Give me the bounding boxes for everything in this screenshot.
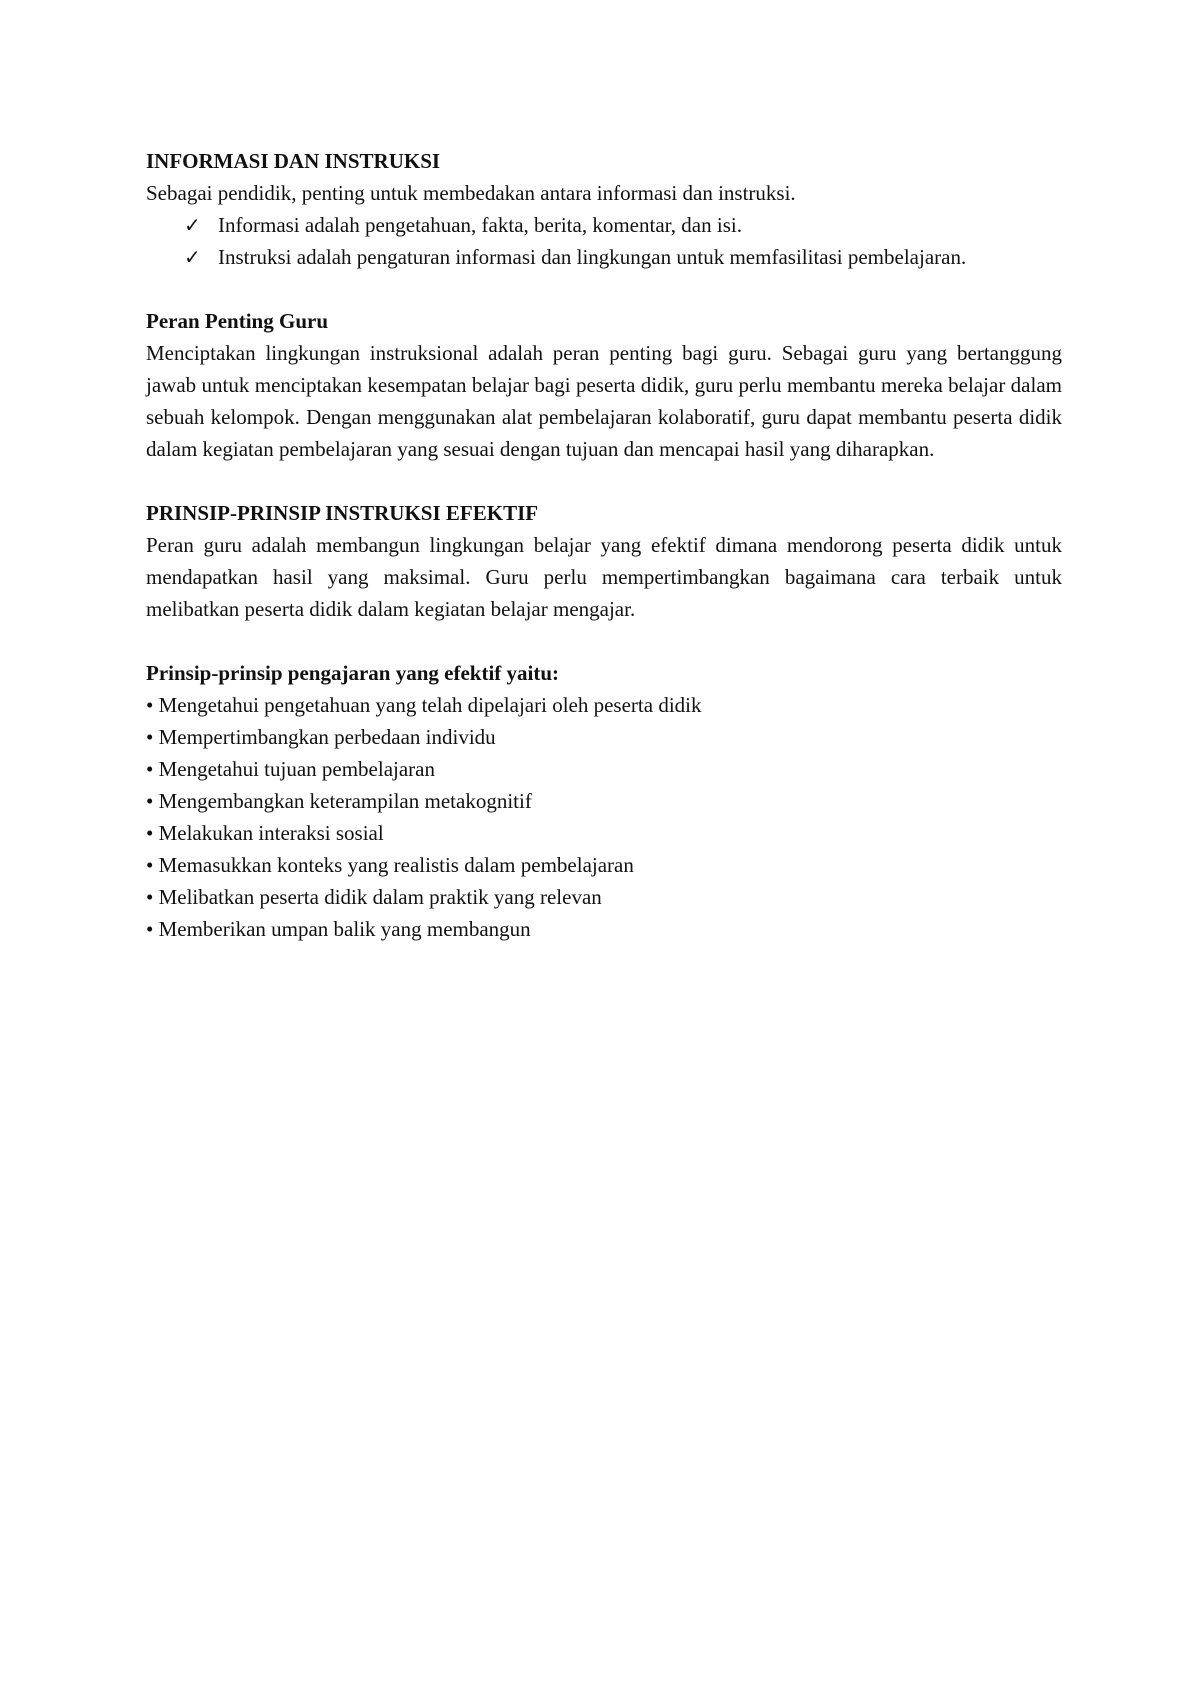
section-title-peran: Peran Penting Guru <box>146 309 328 333</box>
list-item: • Memberikan umpan balik yang membangun <box>146 917 531 941</box>
section-title-prinsip: PRINSIP-PRINSIP INSTRUKSI EFEKTIF <box>146 501 539 525</box>
checklist-item <box>146 209 1062 241</box>
checkmark-icon: ✓ <box>184 245 201 269</box>
spacer <box>146 273 1062 305</box>
document-page <box>146 145 1062 945</box>
checklist-item-text: Informasi adalah pengetahuan, fakta, berita, komentar, dan isi. <box>218 213 742 237</box>
spacer <box>146 625 1062 657</box>
list-item: • Melibatkan peserta didik dalam praktik yang relevan <box>146 885 602 909</box>
list-item: • Mengembangkan keterampilan metakognitif <box>146 789 532 813</box>
section-title-prinsip-pengajaran: Prinsip-prinsip pengajaran yang efektif yaitu: <box>146 661 560 685</box>
section-title-informasi: INFORMASI DAN INSTRUKSI <box>146 149 441 173</box>
section-body-prinsip: Peran guru adalah membangun lingkungan belajar yang efektif dimana mendorong peserta didik untuk mendapatkan hasil yang maksimal. Guru perlu mempertimbangkan bagaimana cara terbaik untuk melibatkan peserta didik dalam kegiatan belajar mengajar. <box>146 533 1062 621</box>
checklist <box>146 209 1062 273</box>
section-body-peran: Menciptakan lingkungan instruksional adalah peran penting bagi guru. Sebagai guru yang bertanggung jawab untuk menciptakan kesempatan belajar bagi peserta didik, guru perlu membantu mereka belajar dalam sebuah kelompok. Dengan menggunakan alat pembelajaran kolaboratif, guru dapat membantu peserta didik dalam kegiatan pembelajaran yang sesuai dengan tujuan dan mencapai hasil yang diharapkan. <box>146 341 1062 461</box>
list-item: • Mempertimbangkan perbedaan individu <box>146 725 496 749</box>
spacer <box>146 465 1062 497</box>
checklist-item-text: Instruksi adalah pengaturan informasi dan lingkungan untuk memfasilitasi pembelajaran. <box>218 245 967 269</box>
checklist-item <box>146 241 1062 273</box>
checkmark-icon: ✓ <box>184 213 201 237</box>
list-item: • Memasukkan konteks yang realistis dalam pembelajaran <box>146 853 634 877</box>
list-item: • Melakukan interaksi sosial <box>146 821 384 845</box>
list-item: • Mengetahui pengetahuan yang telah dipelajari oleh peserta didik <box>146 693 702 717</box>
bullet-list <box>146 689 1062 945</box>
section-intro-informasi: Sebagai pendidik, penting untuk membedakan antara informasi dan instruksi. <box>146 181 796 205</box>
list-item: • Mengetahui tujuan pembelajaran <box>146 757 435 781</box>
